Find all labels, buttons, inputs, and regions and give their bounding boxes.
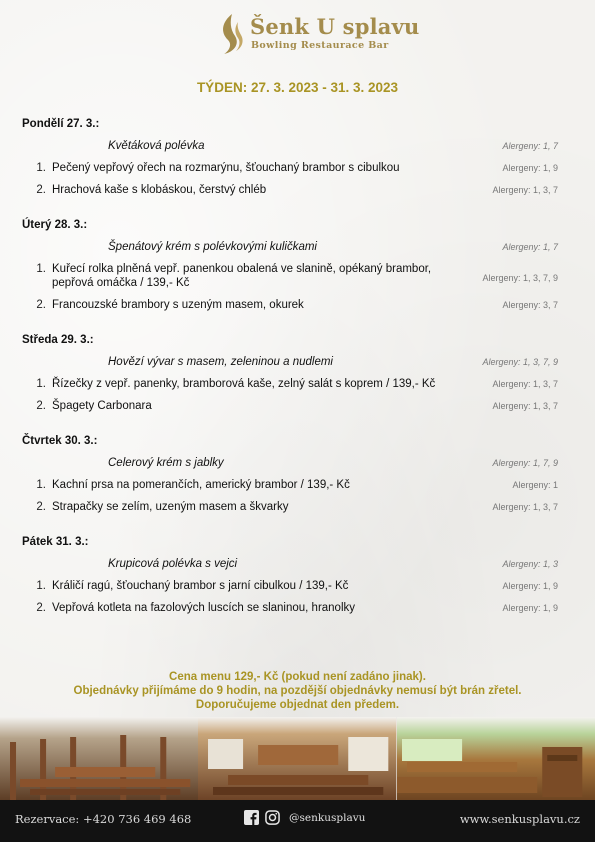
meal-name: Řízečky z vepř. panenky, bramborová kaše, zelný salát s koprem / 139,- Kč xyxy=(52,378,436,390)
day-tuesday xyxy=(22,219,582,312)
price-note: Cena menu 129,- Kč (pokud není zadáno jinak). xyxy=(169,671,426,683)
soup-name: Květáková polévka xyxy=(108,140,205,152)
instagram-icon[interactable] xyxy=(265,810,280,825)
logo-title: Šenk U splavu xyxy=(250,14,420,39)
menu-notes xyxy=(0,670,595,712)
soup-name: Celerový krém s jablky xyxy=(108,457,224,469)
soup-row xyxy=(22,355,582,369)
meal-number: 1. xyxy=(36,479,46,491)
meal-number: 1. xyxy=(36,580,46,592)
allergen-info: Alergeny: 1 xyxy=(512,480,558,490)
allergen-info: Alergeny: 1, 3, 7 xyxy=(492,379,558,389)
meal-name: Vepřová kotleta na fazolových luscích se slaninou, hranolky xyxy=(52,602,356,614)
social-links xyxy=(244,810,365,825)
meal-row xyxy=(22,262,582,290)
soup-row xyxy=(22,240,582,254)
order-note: Objednávky přijímáme do 9 hodin, na pozdější objednávky nemusí být brán zřetel. xyxy=(73,685,522,697)
header xyxy=(0,8,595,58)
allergen-info: Alergeny: 1, 9 xyxy=(502,163,558,173)
soup-row xyxy=(22,139,582,153)
meal-number: 2. xyxy=(36,501,46,513)
facebook-icon[interactable] xyxy=(244,810,259,825)
soup-name: Špenátový krém s polévkovými kuličkami xyxy=(108,241,317,253)
day-wednesday xyxy=(22,334,582,413)
meal-name: Hrachová kaše s klobáskou, čerstvý chléb xyxy=(52,184,267,196)
soup-row xyxy=(22,456,582,470)
allergen-info: Alergeny: 1, 3, 7 xyxy=(492,502,558,512)
meal-row xyxy=(22,500,582,514)
website-link[interactable]: www.senkusplavu.cz xyxy=(459,812,580,826)
allergen-info: Alergeny: 1, 7 xyxy=(502,242,558,252)
day-monday xyxy=(22,118,582,197)
allergen-info: Alergeny: 1, 7 xyxy=(502,141,558,151)
meal-number: 2. xyxy=(36,400,46,412)
allergen-info: Alergeny: 1, 3, 7 xyxy=(492,401,558,411)
meal-number: 2. xyxy=(36,602,46,614)
meal-name: Králičí ragú, šťouchaný brambor s jarní cibulkou / 139,- Kč xyxy=(52,580,349,592)
day-title: Pondělí 27. 3.: xyxy=(22,118,100,130)
day-friday xyxy=(22,536,582,615)
allergen-info: Alergeny: 1, 3 xyxy=(502,559,558,569)
social-handle[interactable]: @senkusplavu xyxy=(289,811,366,824)
meal-number: 1. xyxy=(36,378,46,390)
meal-number: 2. xyxy=(36,299,46,311)
meal-row xyxy=(22,183,582,197)
allergen-info: Alergeny: 1, 9 xyxy=(502,581,558,591)
meal-row xyxy=(22,161,582,175)
meal-name: Špagety Carbonara xyxy=(52,400,152,412)
day-thursday xyxy=(22,435,582,514)
footer-bar xyxy=(0,800,595,842)
flame-logo-icon xyxy=(218,12,244,56)
soup-name: Hovězí vývar s masem, zeleninou a nudlemi xyxy=(108,356,333,368)
meal-name: Pečený vepřový ořech na rozmarýnu, šťouchaný brambor s cibulkou xyxy=(52,162,400,174)
allergen-info: Alergeny: 1, 9 xyxy=(502,603,558,613)
meal-name: Kuřecí rolka plněná vepř. panenkou obalená ve slanině, opékaný brambor, pepřová omáčka / 139,- Kč xyxy=(52,263,432,289)
soup-name: Krupicová polévka s vejci xyxy=(108,558,238,570)
allergen-info: Alergeny: 3, 7 xyxy=(502,300,558,310)
allergen-info: Alergeny: 1, 3, 7, 9 xyxy=(482,357,558,367)
meal-name: Strapačky se zelím, uzeným masem a škvarky xyxy=(52,501,289,513)
day-title: Středa 29. 3.: xyxy=(22,334,94,346)
week-heading: TÝDEN: 27. 3. 2023 - 31. 3. 2023 xyxy=(196,80,399,95)
restaurant-photos xyxy=(0,717,595,802)
day-title: Čtvrtek 30. 3.: xyxy=(22,435,98,447)
allergen-info: Alergeny: 1, 3, 7 xyxy=(492,185,558,195)
menu-days xyxy=(22,118,582,637)
recommend-note: Doporučujeme objednat den předem. xyxy=(195,699,400,711)
meal-number: 1. xyxy=(36,162,46,174)
meal-row xyxy=(22,298,582,312)
meal-number: 2. xyxy=(36,184,46,196)
meal-name: Francouzské brambory s uzeným masem, okurek xyxy=(52,299,304,311)
interior-photo xyxy=(198,717,396,802)
dining-room-photo xyxy=(397,717,595,802)
meal-number: 1. xyxy=(36,263,46,275)
logo-subtitle: Bowling Restaurace Bar xyxy=(251,40,389,51)
terrace-photo xyxy=(0,717,198,802)
allergen-info: Alergeny: 1, 3, 7, 9 xyxy=(482,273,558,283)
meal-row xyxy=(22,601,582,615)
soup-row xyxy=(22,557,582,571)
reservation-phone: Rezervace: +420 736 469 468 xyxy=(15,812,192,826)
day-title: Úterý 28. 3.: xyxy=(22,219,88,231)
meal-row xyxy=(22,478,582,492)
allergen-info: Alergeny: 1, 7, 9 xyxy=(492,458,558,468)
meal-name: Kachní prsa na pomerančích, americký brambor / 139,- Kč xyxy=(52,479,350,491)
meal-row xyxy=(22,399,582,413)
meal-row xyxy=(22,377,582,391)
day-title: Pátek 31. 3.: xyxy=(22,536,89,548)
meal-row xyxy=(22,579,582,593)
